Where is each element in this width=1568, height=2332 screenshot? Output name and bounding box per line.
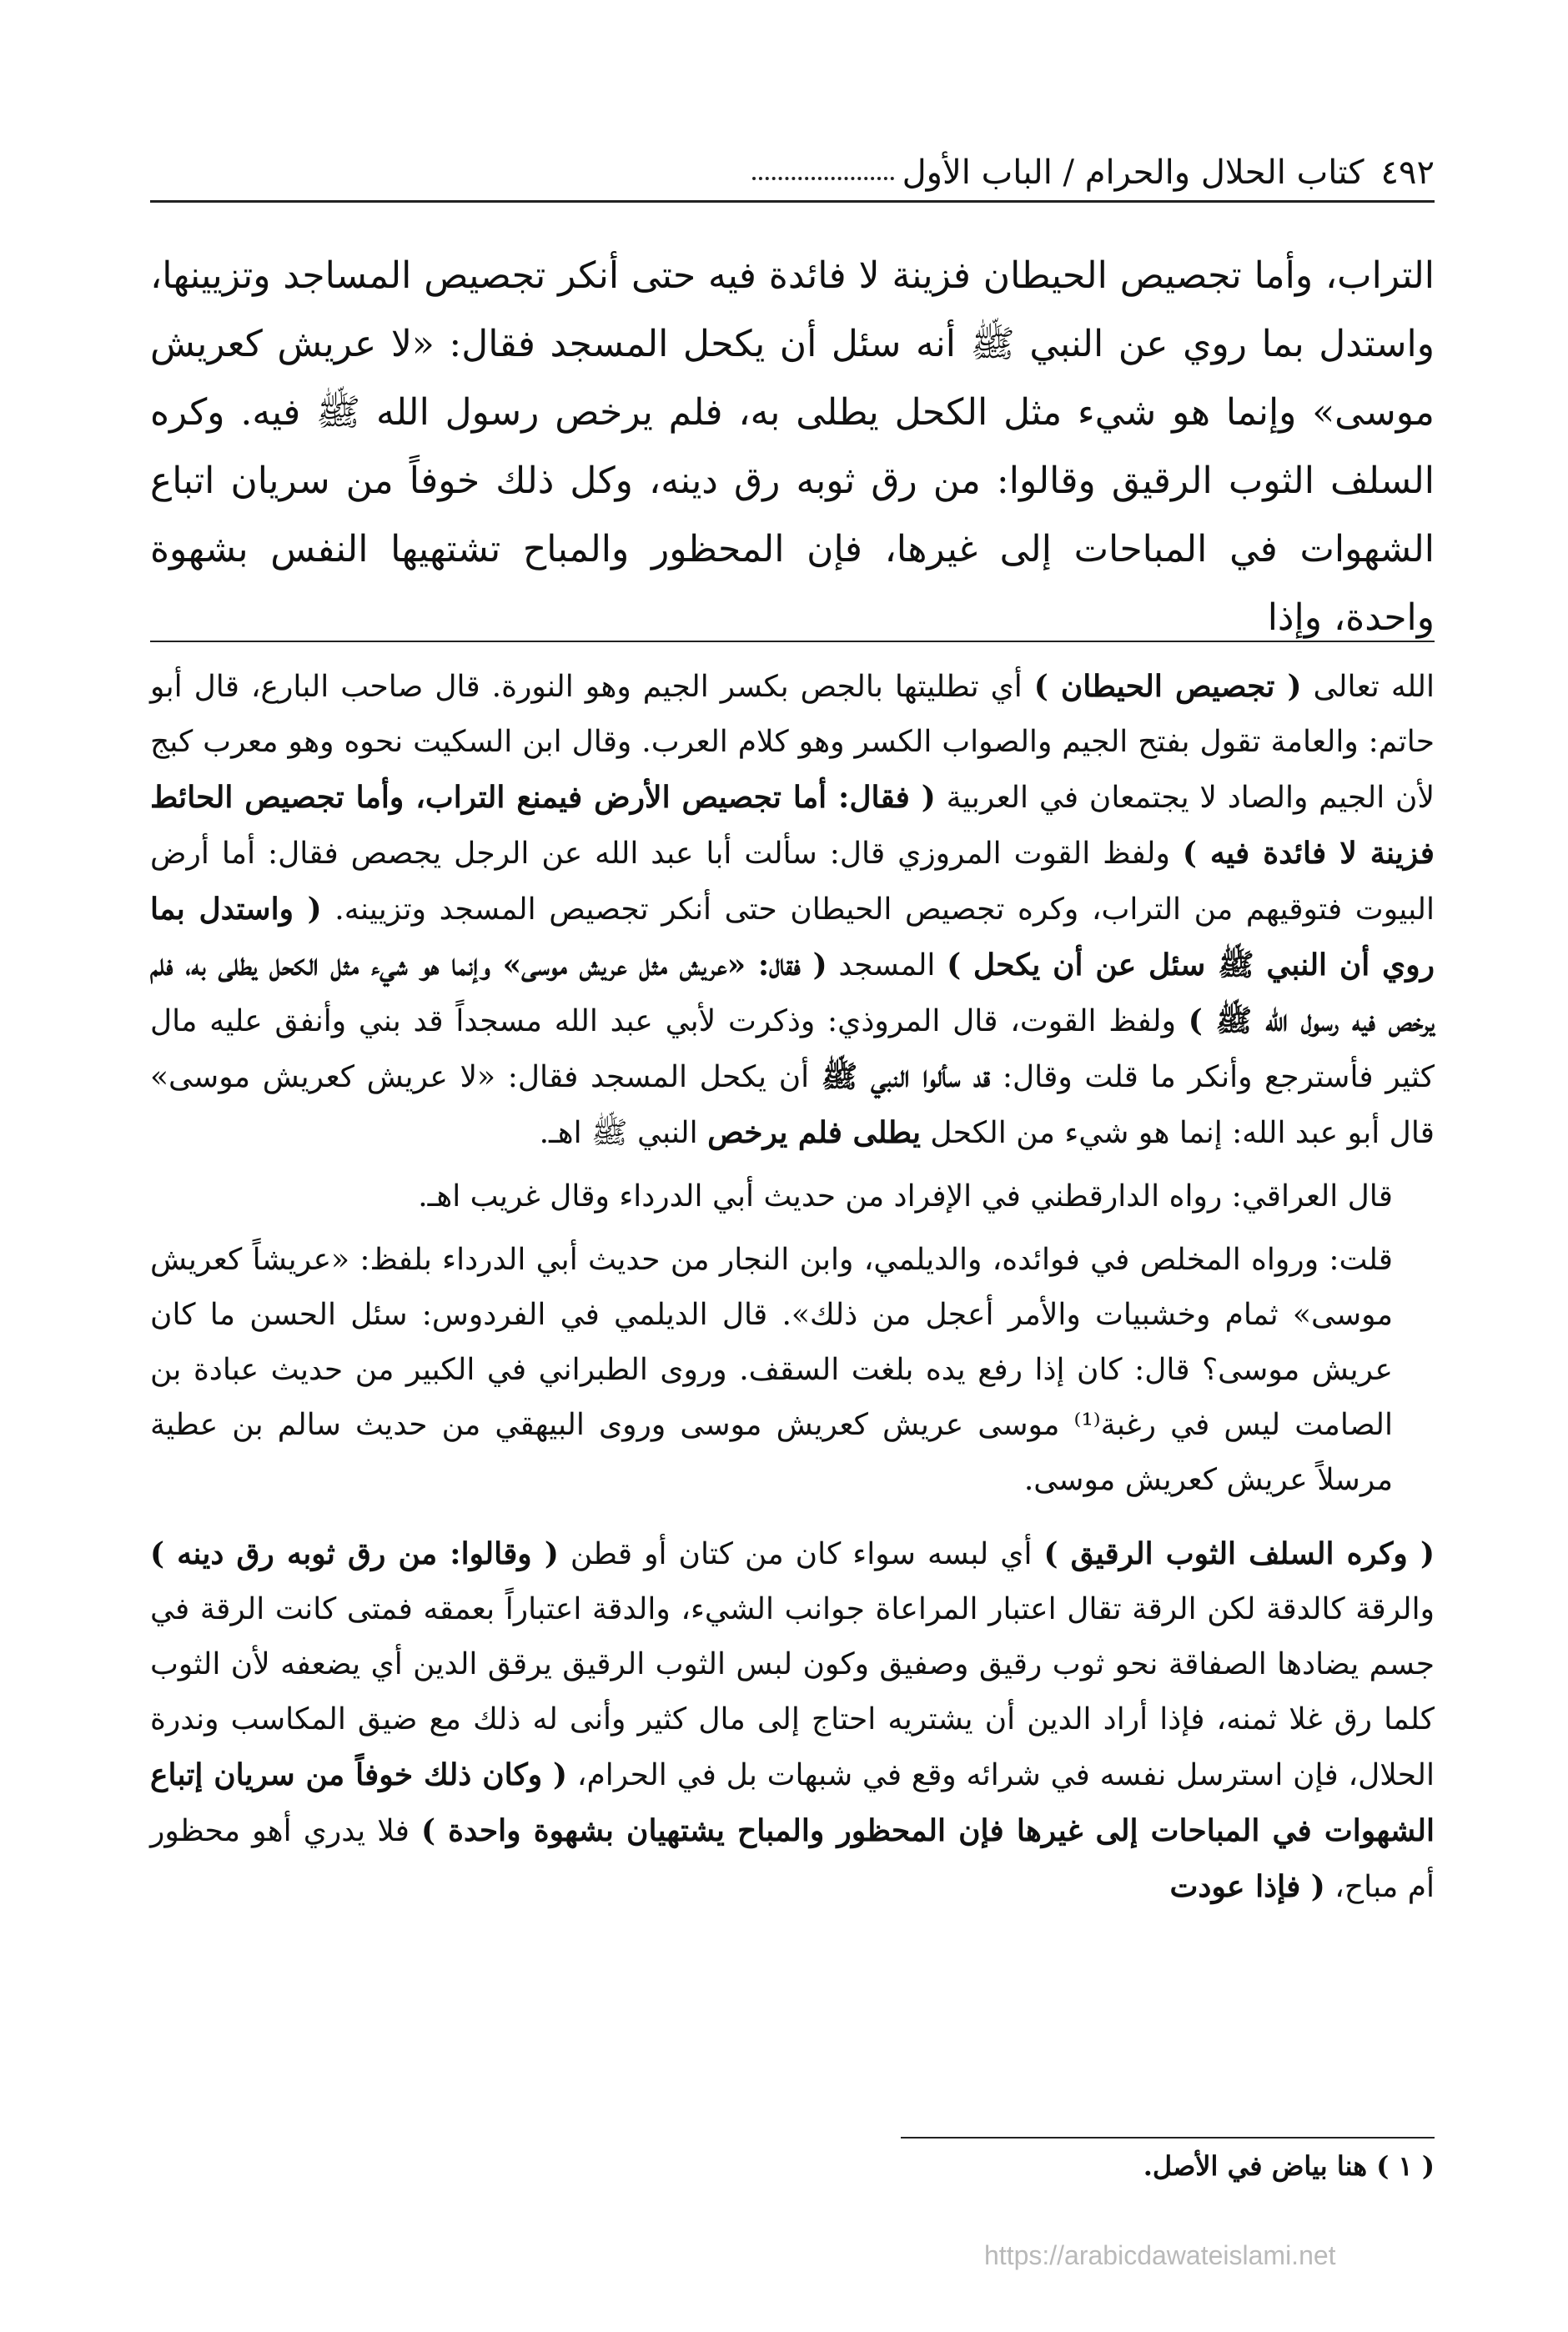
quoted-matn-segment: قد سألوا النبي ﷺ bbox=[821, 1059, 991, 1094]
dotted-leader bbox=[752, 177, 894, 180]
main-text: التراب، وأما تجصيص الحيطان فزينة لا فائدة فيه حتى أنكر تجصيص المساجد وتزيينها، واستدل بما روي عن النبي ﷺ أنه سئل أن يكحل المسجد فقال: «لا عريش كعريش موسى» وإنما هو شيء مثل الكحل يطلى به، فلم يرخص رسول الله ﷺ فيه. وكره السلف الثوب الرقيق وقالوا: من رق ثوبه رق دينه، وكل ذلك خوفاً من سريان اتباع الشهوات في المباحات إلى غيرها، فإن المحظور والمباح تشتهيها النفس بشهوة واحدة، وإذا bbox=[150, 254, 1435, 639]
running-title: كتاب الحلال والحرام / الباب الأول bbox=[902, 153, 1364, 192]
commentary-block bbox=[150, 659, 1435, 1915]
commentary-segment: الله تعالى bbox=[1301, 670, 1435, 704]
page-number: ٤٩٢ bbox=[1380, 153, 1435, 192]
commentary-segment: ولفظ القوت، قال المروذي: وذكرت لأبي عبد الله مسجداً قد بني وأنفق عليه مال كثير فأسترجع وأنكر ما قلت وقال: bbox=[150, 1004, 1435, 1094]
main-text-separator bbox=[150, 641, 1435, 642]
commentary-segment: أن يكحل المسجد فقال: «لا عريش كعريش موسى» قال أبو عبد الله: إنما هو شيء من الكحل bbox=[150, 1060, 1435, 1150]
quoted-matn-segment: ( فقال: أما تجصيص الأرض فيمنع التراب، وأما تجصيص الحائط فزينة لا فائدة فيه ) bbox=[150, 780, 1435, 871]
quoted-matn-segment: ( فإذا عودت bbox=[1169, 1869, 1325, 1904]
commentary-paragraph: قلت: ورواه المخلص في فوائده، والديلمي، وابن النجار من حديث أبي الدرداء بلفظ: «عريشاً كعريش موسى» ثمام وخشبيات والأمر أعجل من ذلك». قال الديلمي في الفردوس: سئل الحسن ما كان عريش موسى؟ قال: كان إذا رفع يده بلغت السقف. وروى الطبراني في الكبير من حديث عبادة بن الصامت ليس في رغبة⁽¹⁾ موسى عريش كعريش موسى وروى البيهقي من حديث سالم بن عطية مرسلاً عريش كعريش موسى. bbox=[150, 1243, 1394, 1497]
header-rule bbox=[150, 200, 1435, 203]
commentary-paragraph bbox=[150, 659, 1435, 1161]
footnote: ( ١ ) هنا بياض في الأصل. bbox=[1143, 2150, 1435, 2182]
commentary-segment: أي لبسه سواء كان من كتان أو قطن bbox=[558, 1537, 1044, 1571]
quoted-matn-segment: ( وكره السلف الثوب الرقيق ) bbox=[1043, 1536, 1435, 1571]
commentary-segment: والرقة كالدقة لكن الرقة تقال اعتبار المراعاة جوانب الشيء، والدقة اعتباراً بعمقه فمتى كانت الرقة في جسم يضادها الصفاقة نحو ثوب رقيق وصفيق وكون لبس الثوب الرقيق يرقق الدين أي يضعفه لأن الثوب كلما رق غلا ثمنه، فإذا أراد الدين أن يشتريه احتاج إلى مال كثير وأنى له ذلك مع ضيق المكاسب وندرة الحلال، فإن استرسل نفسه في شرائه وقع في شبهات بل في الحرام، bbox=[150, 1592, 1435, 1792]
commentary-segment: ولفظ القوت المروزي قال: سألت أبا عبد الله عن الرجل يجصص فقال: أما أرض البيوت فتوقيهم من التراب، وكره تجصيص الحيطان حتى أنكر تجصيص المسجد وتزيينه. bbox=[150, 837, 1435, 927]
commentary-segment: أي تطليتها بالجص بكسر الجيم وهو النورة. قال صاحب البارع، قال أبو حاتم: والعامة تقول بفتح الجيم والصواب الكسر وهو كلام العرب. وقال ابن السكيت نحوه وهو معرب كبج لأن الجيم والصاد لا يجتمعان في العربية bbox=[150, 670, 1435, 815]
quoted-matn-segment: يطلى فلم يرخص bbox=[707, 1115, 921, 1150]
commentary-paragraph: قال العراقي: رواه الدارقطني في الإفراد من حديث أبي الدرداء وقال غريب اهـ. bbox=[418, 1179, 1393, 1214]
quoted-matn-segment: ( واستدل بما روي أن النبي ﷺ سئل عن أن يكحل ) bbox=[150, 892, 1435, 983]
footnote-rule bbox=[901, 2137, 1435, 2139]
commentary-segment: النبي ﷺ اهـ. bbox=[539, 1116, 708, 1150]
commentary-segment: المسجد bbox=[827, 948, 947, 983]
commentary-paragraph bbox=[150, 1526, 1435, 1915]
watermark-url: https://arabicdawateislami.net bbox=[984, 2240, 1336, 2270]
commentary-segment: فلا يدري أهو محظور أم مباح، bbox=[150, 1814, 1435, 1904]
quoted-matn-segment: ( وقالوا: من رق ثوبه رق دينه ) bbox=[150, 1536, 559, 1571]
quoted-matn-segment: ( فقال: «عريش مثل عريش موسى» وإنما هو شيء مثل الكحل يطلى به، فلم يرخص فيه رسول الله ﷺ ) bbox=[150, 947, 1435, 1038]
running-header bbox=[167, 133, 1435, 192]
main-text-block bbox=[150, 242, 1435, 652]
quoted-matn-segment: ( تجصيص الحيطان ) bbox=[1033, 669, 1302, 704]
quoted-matn-segment: ( وكان ذلك خوفاً من سريان إتباع الشهوات في المباحات إلى غيرها فإن المحظور والمباح يشتهيان بشهوة واحدة ) bbox=[150, 1757, 1435, 1848]
